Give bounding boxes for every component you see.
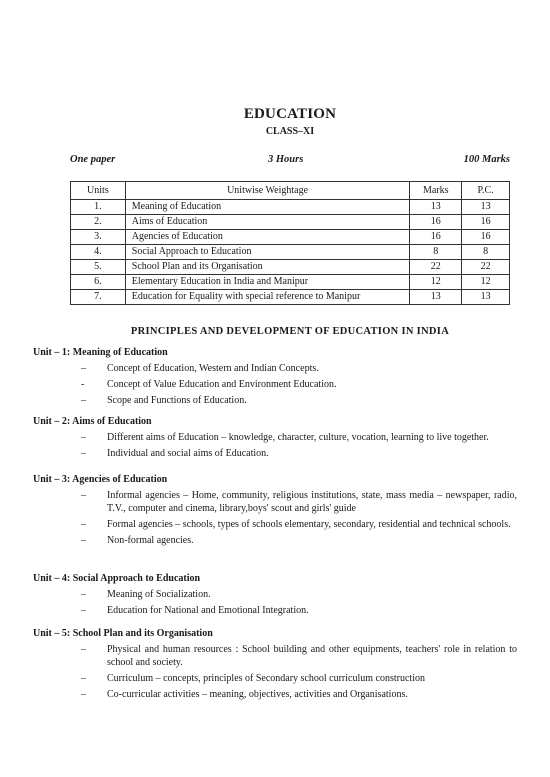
list-item-text: Informal agencies – Home, community, religious institutions, state, mass media – newspaper, radio, T.V., computer and cinema, library,boys' scout and girls' guide	[107, 490, 517, 514]
list-item	[33, 534, 517, 547]
list-item-text: Individual and social aims of Education.	[107, 448, 269, 459]
list-item	[33, 604, 517, 617]
pc-cell: 22	[462, 260, 510, 275]
list-item-text: Concept of Value Education and Environment Education.	[107, 379, 337, 390]
table-header-row	[71, 182, 510, 200]
table-row	[71, 245, 510, 260]
unit-topic-cell: Social Approach to Education	[125, 245, 410, 260]
column-header-units: Units	[71, 182, 126, 200]
table-row	[71, 275, 510, 290]
bullet-dash: –	[81, 644, 86, 655]
table-row	[71, 290, 510, 305]
list-item	[33, 588, 517, 601]
bullet-dash: –	[81, 395, 86, 406]
unit-heading: Unit – 4: Social Approach to Education	[33, 573, 201, 584]
unit-number-cell: 3.	[71, 230, 126, 245]
bullet-dash: –	[81, 589, 86, 600]
table-row	[71, 200, 510, 215]
list-item	[33, 643, 517, 669]
unit-heading: Unit – 2: Aims of Education	[33, 416, 152, 427]
bullet-dash: –	[81, 605, 86, 616]
unit-section	[33, 346, 517, 410]
section-title: PRINCIPLES AND DEVELOPMENT OF EDUCATION IN INDIA	[130, 326, 450, 337]
bullet-dash: -	[81, 379, 85, 390]
list-item-text: Scope and Functions of Education.	[107, 395, 247, 406]
paper-duration: 3 Hours	[268, 154, 304, 165]
unit-section	[33, 627, 517, 704]
bullet-dash: –	[81, 519, 86, 530]
bullet-dash: –	[81, 535, 86, 546]
list-item-text: Concept of Education, Western and Indian Concepts.	[107, 363, 319, 374]
marks-cell: 13	[410, 200, 462, 215]
pc-cell: 16	[462, 215, 510, 230]
list-item	[33, 378, 517, 391]
unit-section	[33, 415, 517, 463]
unit-topic-cell: School Plan and its Organisation	[125, 260, 410, 275]
bullet-dash: –	[81, 448, 86, 459]
marks-cell: 12	[410, 275, 462, 290]
list-item-text: Co-curricular activities – meaning, objectives, activities and Organisations.	[107, 689, 408, 700]
list-item-text: Curriculum – concepts, principles of Secondary school curriculum construction	[107, 673, 425, 684]
bullet-dash: –	[81, 432, 86, 443]
table-row	[71, 215, 510, 230]
unit-section	[33, 473, 517, 550]
marks-cell: 16	[410, 230, 462, 245]
unit-number-cell: 2.	[71, 215, 126, 230]
weightage-table	[70, 181, 510, 305]
unit-heading: Unit – 5: School Plan and its Organisation	[33, 628, 213, 639]
unit-heading: Unit – 3: Agencies of Education	[33, 474, 168, 485]
list-item	[33, 672, 517, 685]
unit-topic-cell: Agencies of Education	[125, 230, 410, 245]
column-header-weightage: Unitwise Weightage	[125, 182, 410, 200]
list-item	[33, 518, 517, 531]
marks-cell: 16	[410, 215, 462, 230]
unit-number-cell: 1.	[71, 200, 126, 215]
paper-marks: 100 Marks	[463, 154, 510, 165]
list-item-text: Meaning of Socialization.	[107, 589, 211, 600]
marks-cell: 13	[410, 290, 462, 305]
unit-topic-cell: Meaning of Education	[125, 200, 410, 215]
pc-cell: 13	[462, 200, 510, 215]
bullet-dash: –	[81, 490, 86, 501]
list-item	[33, 688, 517, 701]
pc-cell: 12	[462, 275, 510, 290]
list-item	[33, 489, 517, 515]
column-header-pc: P.C.	[462, 182, 510, 200]
bullet-dash: –	[81, 673, 86, 684]
marks-cell: 8	[410, 245, 462, 260]
list-item-text: Education for National and Emotional Integration.	[107, 605, 309, 616]
list-item	[33, 431, 517, 444]
marks-cell: 22	[410, 260, 462, 275]
unit-number-cell: 7.	[71, 290, 126, 305]
list-item	[33, 447, 517, 460]
list-item-text: Non-formal agencies.	[107, 535, 194, 546]
table-row	[71, 230, 510, 245]
class-subtitle: CLASS–XI	[265, 126, 315, 137]
unit-section	[33, 572, 517, 620]
document-title: EDUCATION	[243, 106, 337, 122]
list-item	[33, 362, 517, 375]
list-item-text: Physical and human resources : School building and other equipments, teachers' role in relation to school and society.	[107, 644, 517, 668]
list-item	[33, 394, 517, 407]
unit-number-cell: 6.	[71, 275, 126, 290]
pc-cell: 16	[462, 230, 510, 245]
bullet-dash: –	[81, 363, 86, 374]
pc-cell: 8	[462, 245, 510, 260]
unit-heading: Unit – 1: Meaning of Education	[33, 347, 168, 358]
pc-cell: 13	[462, 290, 510, 305]
table-row	[71, 260, 510, 275]
unit-topic-cell: Education for Equality with special reference to Manipur	[125, 290, 410, 305]
column-header-marks: Marks	[410, 182, 462, 200]
paper-count: One paper	[70, 154, 116, 165]
list-item-text: Formal agencies – schools, types of schools elementary, secondary, residential and technical schools.	[107, 519, 511, 530]
list-item-text: Different aims of Education – knowledge, character, culture, vocation, learning to live together.	[107, 432, 489, 443]
table-body	[71, 200, 510, 305]
unit-number-cell: 4.	[71, 245, 126, 260]
unit-topic-cell: Elementary Education in India and Manipur	[125, 275, 410, 290]
unit-number-cell: 5.	[71, 260, 126, 275]
unit-topic-cell: Aims of Education	[125, 215, 410, 230]
bullet-dash: –	[81, 689, 86, 700]
